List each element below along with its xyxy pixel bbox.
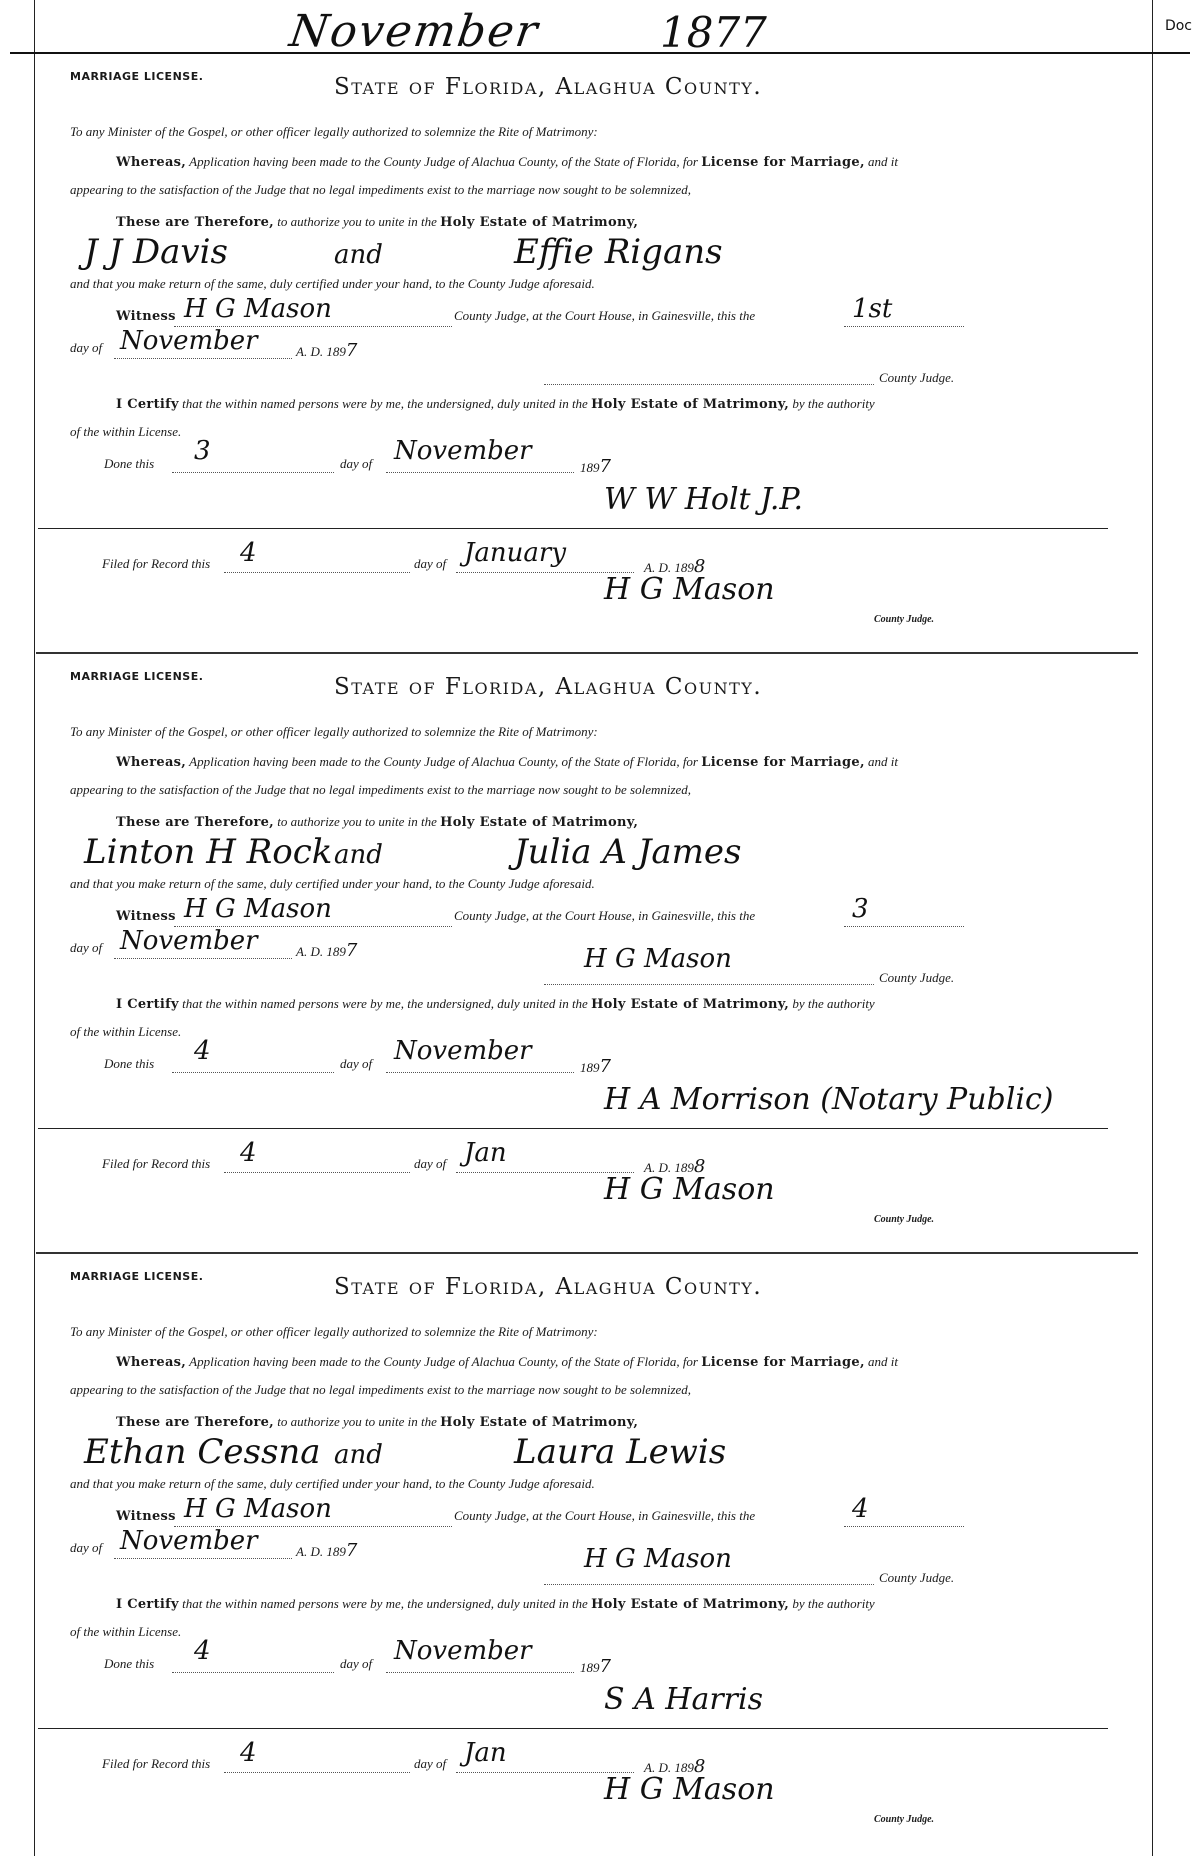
filed-signature: H G Mason — [604, 572, 775, 607]
done-day-of-label: day of — [340, 1056, 373, 1071]
witness-name: H G Mason — [184, 1494, 332, 1524]
filed-ad: A. D. 1898 — [644, 1156, 706, 1177]
issue-ad-label: A. D. 1897 — [296, 940, 358, 961]
judge-signature: H G Mason — [584, 1544, 732, 1574]
marriage-license-3 — [44, 1254, 1120, 1854]
filed-rule — [38, 528, 1108, 529]
and-word: and — [334, 240, 383, 270]
done-day-dots — [172, 1672, 334, 1673]
issue-month: November — [120, 326, 258, 356]
issue-ad-label: A. D. 1897 — [296, 1540, 358, 1561]
whereas-line — [116, 154, 898, 170]
header-year: 1877 — [660, 8, 767, 57]
within-license: of the within License. — [70, 424, 182, 439]
filed-signature: H G Mason — [604, 1772, 775, 1807]
whereas-text: Application having been made to the County Judge of Alachua County, of the State of Florida, for — [189, 154, 698, 169]
done-year-digit: 7 — [599, 1056, 611, 1077]
issue-day-dots — [844, 1526, 964, 1527]
issue-year-digit: 7 — [345, 1540, 358, 1561]
court-line: County Judge, at the Court House, in Gainesville, this the — [454, 1508, 756, 1523]
bride-name: Julia A James — [514, 832, 742, 872]
done-day-of-label: day of — [340, 1656, 373, 1671]
county-judge-label: County Judge. — [879, 370, 955, 385]
holy-estate: Holy Estate of Matrimony, — [440, 815, 639, 830]
issue-day: 1st — [852, 294, 893, 324]
filed-month: Jan — [464, 1738, 507, 1768]
whereas-line — [116, 754, 898, 770]
day-of-label: day of — [70, 1540, 103, 1555]
filed-day-of-label: day of — [414, 1156, 447, 1171]
and-it: and it — [868, 1354, 899, 1369]
filed-day-of-label: day of — [414, 1756, 447, 1771]
these-text: to authorize you to unite in the — [277, 1414, 437, 1429]
witness-label: Witness — [116, 909, 176, 924]
officiant-signature: H A Morrison (Notary Public) — [604, 1082, 1054, 1117]
return-line: and that you make return of the same, duly certified under your hand, to the County Judge aforesaid. — [70, 876, 595, 891]
bride-name: Effie Rigans — [514, 232, 723, 272]
officiant-signature: S A Harris — [604, 1682, 764, 1717]
license-title: State of Florida, Alaghua County. — [334, 1274, 763, 1300]
whereas-lead: Whereas, — [116, 155, 187, 170]
whereas-text: Application having been made to the County Judge of Alachua County, of the State of Florida, for — [189, 1354, 698, 1369]
license-heading: MARRIAGE LICENSE. — [70, 70, 204, 83]
done-year: 1897 — [580, 456, 611, 477]
filed-signature: H G Mason — [604, 1172, 775, 1207]
judge-sig-dots — [544, 1584, 874, 1585]
within-license: of the within License. — [70, 1624, 182, 1639]
witness-label: Witness — [116, 309, 176, 324]
address-line: To any Minister of the Gospel, or other officer legally authorized to solemnize the Rite of Matrimony: — [70, 124, 598, 139]
issue-month: November — [120, 1526, 258, 1556]
whereas-line — [116, 1354, 898, 1370]
county-judge-small: County Judge. — [874, 614, 935, 625]
done-day: 4 — [194, 1636, 211, 1666]
filed-ad: A. D. 1898 — [644, 556, 706, 577]
license-title: State of Florida, Alaghua County. — [334, 674, 763, 700]
these-text: to authorize you to unite in the — [277, 214, 437, 229]
county-judge-small: County Judge. — [874, 1814, 935, 1825]
done-month: November — [394, 1036, 532, 1066]
filed-year-digit: 8 — [693, 1756, 706, 1777]
filed-year-digit: 8 — [693, 1156, 706, 1177]
right-margin-rule — [1152, 0, 1153, 1856]
day-of-label: day of — [70, 940, 103, 955]
done-year-digit: 7 — [599, 456, 611, 477]
issue-month-dots — [114, 358, 292, 359]
done-this-label: Done this — [104, 1656, 155, 1671]
license-heading: MARRIAGE LICENSE. — [70, 1270, 204, 1283]
officiant-signature: W W Holt J.P. — [604, 482, 804, 517]
groom-name: Linton H Rock — [84, 832, 333, 872]
holy-estate: Holy Estate of Matrimony, — [440, 215, 639, 230]
witness-name: H G Mason — [184, 894, 332, 924]
done-this-label: Done this — [104, 1056, 155, 1071]
header-month: November — [286, 6, 543, 57]
license-words: License for Marriage, — [701, 755, 865, 770]
return-line: and that you make return of the same, duly certified under your hand, to the County Judge aforesaid. — [70, 276, 595, 291]
filed-day-dots — [224, 1172, 410, 1173]
judge-sig-dots — [544, 384, 874, 385]
appearing-line: appearing to the satisfaction of the Judge that no legal impediments exist to the marriage now sought to be solemnized, — [70, 182, 692, 197]
certify-line: I Certify that the within named persons were by me, the undersigned, duly united in the Holy Estate of Matrimony, by the authority — [116, 996, 875, 1012]
judge-sig-dots — [544, 984, 874, 985]
license-words: License for Marriage, — [701, 155, 865, 170]
return-line: and that you make return of the same, duly certified under your hand, to the County Judge aforesaid. — [70, 1476, 595, 1491]
license-heading: MARRIAGE LICENSE. — [70, 670, 204, 683]
issue-day-dots — [844, 326, 964, 327]
license-title: State of Florida, Alaghua County. — [334, 74, 763, 100]
issue-day: 4 — [852, 1494, 869, 1524]
filed-year-digit: 8 — [693, 556, 706, 577]
issue-year-digit: 7 — [345, 940, 358, 961]
and-word: and — [334, 840, 383, 870]
address-line: To any Minister of the Gospel, or other officer legally authorized to solemnize the Rite of Matrimony: — [70, 724, 598, 739]
filed-day-of-label: day of — [414, 556, 447, 571]
filed-month: January — [464, 538, 567, 568]
judge-signature: H G Mason — [584, 944, 732, 974]
holy-estate: Holy Estate of Matrimony, — [440, 1415, 639, 1430]
groom-name: J J Davis — [84, 232, 228, 272]
license-words: License for Marriage, — [701, 1355, 865, 1370]
and-it: and it — [868, 754, 899, 769]
witness-name: H G Mason — [184, 294, 332, 324]
whereas-lead: Whereas, — [116, 755, 187, 770]
these-lead: These are Therefore, — [116, 1415, 275, 1430]
done-year-digit: 7 — [599, 1656, 611, 1677]
whereas-lead: Whereas, — [116, 1355, 187, 1370]
certify-line: I Certify that the within named persons were by me, the undersigned, duly united in the Holy Estate of Matrimony, by the authority — [116, 1596, 875, 1612]
filed-label: Filed for Record this — [102, 1156, 211, 1171]
these-line — [116, 1414, 638, 1430]
header-corner-note: Doc — [1164, 18, 1192, 34]
filed-day: 4 — [240, 1738, 257, 1768]
filed-rule — [38, 1728, 1108, 1729]
whereas-text: Application having been made to the County Judge of Alachua County, of the State of Florida, for — [189, 754, 698, 769]
done-year: 1897 — [580, 1656, 611, 1677]
filed-label: Filed for Record this — [102, 556, 211, 571]
issue-ad-label: A. D. 1897 — [296, 340, 358, 361]
issue-month: November — [120, 926, 258, 956]
issue-year-digit: 7 — [345, 340, 358, 361]
these-line — [116, 214, 638, 230]
filed-label: Filed for Record this — [102, 1756, 211, 1771]
done-day: 3 — [194, 436, 211, 466]
appearing-line: appearing to the satisfaction of the Judge that no legal impediments exist to the marriage now sought to be solemnized, — [70, 782, 692, 797]
county-judge-label: County Judge. — [879, 970, 955, 985]
filed-month: Jan — [464, 1138, 507, 1168]
issue-month-dots — [114, 1558, 292, 1559]
groom-name: Ethan Cessna — [84, 1432, 321, 1472]
issue-day-dots — [844, 926, 964, 927]
and-it: and it — [868, 154, 899, 169]
done-day-of-label: day of — [340, 456, 373, 471]
marriage-license-1 — [44, 54, 1120, 654]
done-month: November — [394, 1636, 532, 1666]
filed-ad: A. D. 1898 — [644, 1756, 706, 1777]
court-line: County Judge, at the Court House, in Gainesville, this the — [454, 308, 756, 323]
done-year: 1897 — [580, 1056, 611, 1077]
certify-line: I Certify that the within named persons were by me, the undersigned, duly united in the Holy Estate of Matrimony, by the authority — [116, 396, 875, 412]
bride-name: Laura Lewis — [514, 1432, 727, 1472]
and-word: and — [334, 1440, 383, 1470]
done-day-dots — [172, 472, 334, 473]
marriage-license-2 — [44, 654, 1120, 1254]
county-judge-label: County Judge. — [879, 1570, 955, 1585]
these-lead: These are Therefore, — [116, 815, 275, 830]
filed-day-dots — [224, 572, 410, 573]
these-text: to authorize you to unite in the — [277, 814, 437, 829]
county-judge-small: County Judge. — [874, 1214, 935, 1225]
filed-day-dots — [224, 1772, 410, 1773]
court-line: County Judge, at the Court House, in Gainesville, this the — [454, 908, 756, 923]
within-license: of the within License. — [70, 1024, 182, 1039]
these-line — [116, 814, 638, 830]
left-margin-rule — [34, 0, 35, 1856]
issue-month-dots — [114, 958, 292, 959]
done-day-dots — [172, 1072, 334, 1073]
done-month-dots — [386, 1072, 574, 1073]
filed-day: 4 — [240, 538, 257, 568]
done-month: November — [394, 436, 532, 466]
filed-rule — [38, 1128, 1108, 1129]
done-this-label: Done this — [104, 456, 155, 471]
done-month-dots — [386, 1672, 574, 1673]
done-day: 4 — [194, 1036, 211, 1066]
these-lead: These are Therefore, — [116, 215, 275, 230]
issue-day: 3 — [852, 894, 869, 924]
day-of-label: day of — [70, 340, 103, 355]
filed-day: 4 — [240, 1138, 257, 1168]
done-month-dots — [386, 472, 574, 473]
witness-label: Witness — [116, 1509, 176, 1524]
appearing-line: appearing to the satisfaction of the Judge that no legal impediments exist to the marriage now sought to be solemnized, — [70, 1382, 692, 1397]
address-line: To any Minister of the Gospel, or other officer legally authorized to solemnize the Rite of Matrimony: — [70, 1324, 598, 1339]
